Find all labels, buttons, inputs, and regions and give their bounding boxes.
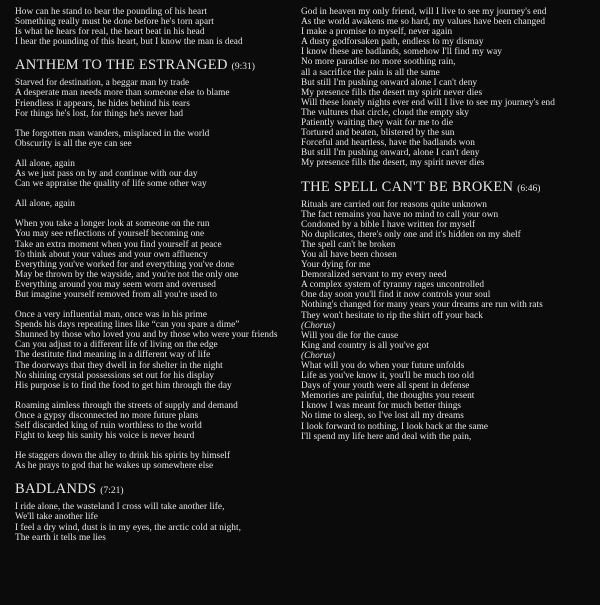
lyric-line: When you take a longer look at someone on the run <box>15 219 210 230</box>
lyric-line: Patiently waiting they wait for me to die <box>301 118 454 129</box>
left-intro-lyrics <box>15 7 300 47</box>
stanza-gap <box>15 391 300 401</box>
lyric-line: No shining crystal possessions set out for his display <box>15 370 214 381</box>
stanza-gap <box>15 209 300 219</box>
lyric-line: You all have been chosen <box>301 249 397 260</box>
lyric-line: How can he stand to bear the pounding of his heart <box>15 7 208 17</box>
lyric-line: Starved for destination, a beggar man by trade <box>15 78 190 89</box>
lyric-line: Tortured and beaten, blistered by the sun <box>301 128 455 139</box>
lyric-line: As he prays to god that he wakes up somewhere else <box>15 461 214 472</box>
song-lyrics-badlands <box>15 502 300 542</box>
lyric-line: A dusty godforsaken path, endless to my dismay <box>301 37 484 48</box>
lyric-line: To think about your values and your own affluency <box>15 249 208 260</box>
lyric-line: A desperate man needs more than someone else to blame <box>15 88 230 99</box>
song-lyrics-spell <box>301 200 593 442</box>
song-title-spell <box>301 179 593 197</box>
lyric-line: My presence fills the desert, my spirit never dies <box>301 158 485 169</box>
song-title-anthem <box>15 57 300 75</box>
lyric-line: As we just pass on by and continue with our day <box>15 169 198 180</box>
lyric-line: King and country is all you've got <box>301 340 429 351</box>
lyric-line: All alone, again <box>15 158 75 169</box>
lyric-line: I look forward to nothing, I look back at the same <box>301 421 489 432</box>
lyric-line: No time to sleep, so I've lost all my dreams <box>301 411 464 422</box>
lyric-line: Will these lonely nights ever end will I live to see my journey's end <box>301 97 555 108</box>
song-title-text: BADLANDS <box>15 481 97 498</box>
lyric-line: Rituals are carried out for reasons quite unknown <box>301 199 488 210</box>
stanza-gap <box>15 300 300 310</box>
lyric-line: Your dying for me <box>301 260 371 271</box>
lyric-line: Is what he hears for real, the heart beat in his head <box>15 27 205 38</box>
lyric-line: Once a gypsy disconnected no more future plans <box>15 410 199 421</box>
lyric-line: I hear the pounding of this heart, but I know the man is dead <box>15 37 243 48</box>
song-duration: (9:31) <box>231 62 255 73</box>
lyric-line: But still I'm pushing onward alone I can't deny <box>301 77 478 88</box>
lyric-line: (Chorus) <box>301 350 335 361</box>
lyric-line: Will you die for the cause <box>301 330 399 341</box>
lyric-line: All alone, again <box>15 199 75 210</box>
lyric-line: Memories are painful, the thoughts you resent <box>301 391 475 402</box>
lyric-line: Can you adjust to a different life of living on the edge <box>15 340 218 351</box>
lyric-line: Condoned by a bible I have written for myself <box>301 219 476 230</box>
lyric-line: Obscurity is all the eye can see <box>15 138 132 149</box>
lyric-line: The forgotten man wanders, misplaced in the world <box>15 128 210 139</box>
lyric-line: (Chorus) <box>301 320 335 331</box>
lyric-line: He staggers down the alley to drink his spirits by himself <box>15 451 231 462</box>
stanza-gap <box>15 149 300 159</box>
lyric-line: What will you do when your future unfolds <box>301 361 465 371</box>
lyric-line: A complex system of tyranny rages uncontrolled <box>301 280 485 291</box>
stanza-gap <box>15 119 300 129</box>
song-duration: (7:21) <box>100 486 124 497</box>
lyric-line: You may see reflections of yourself becoming one <box>15 229 205 240</box>
lyric-line: Something really must be done before he's torn apart <box>15 17 214 28</box>
lyric-line: But imagine yourself removed from all you're used to <box>15 289 218 300</box>
lyric-line: The doorways that they dwell in for shelter in the night <box>15 360 223 371</box>
lyric-line: Forceful and heartless, have the badlands won <box>301 138 475 149</box>
lyric-line: Demoralized servant to my every need <box>301 270 447 281</box>
lyric-line: Spends his days repeating lines like “can you spare a dime” <box>15 320 240 331</box>
stanza-gap <box>15 189 300 199</box>
lyric-line: No more paradise no more soothing rain, <box>301 57 456 68</box>
lyric-line: The spell can't be broken <box>301 239 396 250</box>
song-lyrics-anthem <box>15 78 300 471</box>
lyric-line: Everything you've worked for and everything you've done <box>15 259 235 270</box>
lyric-line: Days of your youth were all spent in defense <box>301 381 470 392</box>
lyric-line: Can we appraise the quality of life some other way <box>15 179 207 190</box>
song-title-badlands <box>15 481 300 499</box>
song-duration: (6:46) <box>517 183 541 194</box>
lyric-line: God in heaven my only friend, will I live to see my journey's end <box>301 7 547 17</box>
right-column <box>301 7 593 442</box>
lyric-line: Once a very influential man, once was in his prime <box>15 310 207 321</box>
lyric-line: The fact remains you have no mind to call your own <box>301 209 499 220</box>
lyric-line: I know these are badlands, somehow I'll find my way <box>301 47 502 58</box>
lyric-line: Nothing's changed for many years your dreams are run with rats <box>301 300 543 311</box>
lyric-line: My presence fills the desert my spirit never dies <box>301 87 483 98</box>
lyric-line: As the world awakens me so hard, my values have been changed <box>301 17 546 28</box>
lyric-line: No duplicates, there's only one and it's hidden on my shelf <box>301 229 521 240</box>
lyric-line: May be thrown by the wayside, and you're not the only one <box>15 269 239 280</box>
left-column <box>15 7 300 543</box>
song-title-text: ANTHEM TO THE ESTRANGED <box>15 57 228 74</box>
lyric-line: I feel a dry wind, dust is in my eyes, the arctic cold at night, <box>15 522 242 533</box>
lyric-line: The vultures that circle, cloud the empty sky <box>301 107 469 118</box>
lyric-line: Life as you've know it, you'll be much too old <box>301 371 474 382</box>
lyric-line: I'll spend my life here and deal with the pain, <box>301 431 472 442</box>
right-intro-lyrics <box>301 7 593 169</box>
song-title-text: THE SPELL CAN'T BE BROKEN <box>301 178 514 195</box>
lyric-line: For things he's lost, for things he's never had <box>15 108 184 119</box>
stanza-gap <box>15 441 300 451</box>
lyric-line: One day soon you'll find it now controls your soul <box>301 290 491 301</box>
lyric-line: Take an extra moment when you find yourself at peace <box>15 239 222 250</box>
lyric-line: But still I'm pushing onward, alone I can't deny <box>301 148 480 159</box>
lyric-line: The earth it tells me lies <box>15 532 106 543</box>
lyric-line: We'll take another life <box>15 512 98 523</box>
lyric-line: Everything around you may seem worn and overused <box>15 279 216 290</box>
lyric-line: all a sacrifice the pain is all the same <box>301 67 440 78</box>
lyric-line: Fight to keep his sanity his voice is never heard <box>15 431 195 442</box>
lyric-line: Self discarded king of ruin worthless to the world <box>15 421 202 431</box>
lyric-line: Friendless it appears, he hides behind his tears <box>15 98 190 109</box>
lyric-line: The destitute find meaning in a different way of life <box>15 350 211 361</box>
lyric-line: I ride alone, the wasteland I cross will take another life, <box>15 502 225 513</box>
lyric-line: His purpose is to find the food to get him through the day <box>15 380 232 391</box>
lyric-line: They won't hesitate to rip the shirt off your back <box>301 310 483 321</box>
lyric-line: I make a promise to myself, never again <box>301 27 453 38</box>
lyric-line: Roaming aimless through the streets of supply and demand <box>15 400 238 411</box>
lyric-line: Shunned by those who loved you and by those who were your friends <box>15 330 278 341</box>
lyric-line: I know I was meant for much better things <box>301 401 462 412</box>
